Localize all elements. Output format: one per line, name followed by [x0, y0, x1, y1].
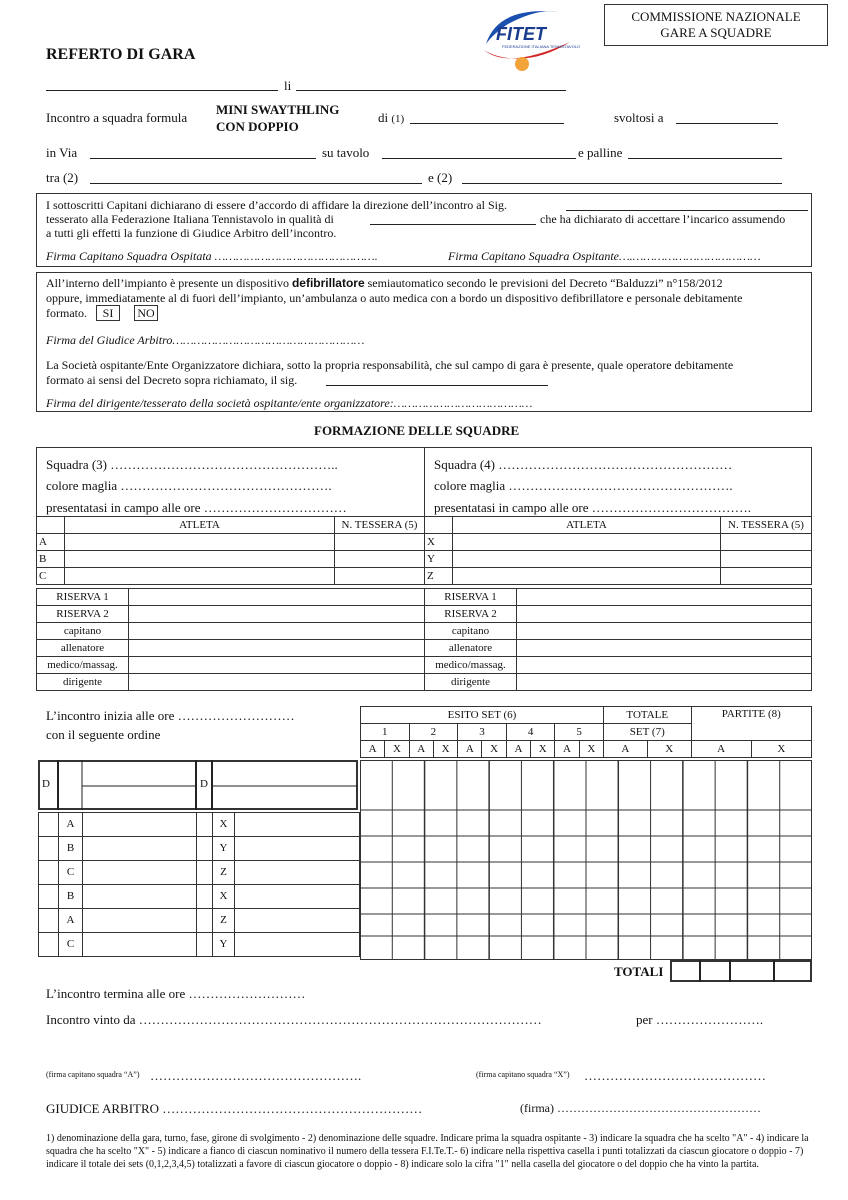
palline-field[interactable] — [628, 158, 782, 159]
role-label: dirigente — [37, 674, 129, 691]
col-a: A — [603, 741, 647, 758]
totali-label: TOTALI — [614, 964, 664, 979]
di-label: di (1) — [378, 110, 405, 125]
set-number: 1 — [361, 724, 410, 741]
set-number: 3 — [458, 724, 507, 741]
di-field[interactable] — [410, 123, 564, 124]
role-label: medico/massag. — [425, 657, 517, 674]
order-left: C — [59, 861, 83, 885]
in-via-label: in Via — [46, 145, 78, 160]
li-label: li — [284, 78, 292, 93]
right-squadra: Squadra (4) ……………………………………………… — [434, 457, 733, 472]
table-row[interactable] — [39, 837, 360, 861]
col-x: X — [647, 741, 691, 758]
date-field[interactable] — [296, 90, 566, 91]
player-letter: A — [37, 534, 65, 551]
e-palline-label: e palline — [578, 145, 623, 160]
order-right: Z — [213, 861, 235, 885]
via-field[interactable] — [90, 158, 316, 159]
left-roles-table — [36, 588, 425, 691]
table-row[interactable] — [37, 606, 425, 623]
col-tessera: N. TESSERA (5) — [721, 517, 812, 534]
captains-line3: a tutti gli effetti la funzione di Giudice Arbitro dell’incontro. — [46, 226, 337, 240]
order-left: B — [59, 885, 83, 909]
role-label: RISERVA 1 — [37, 589, 129, 606]
formazione-divider — [424, 447, 425, 517]
player-letter: B — [37, 551, 65, 568]
left-presentatasi: presentatasi in campo alle ore …………………………… — [46, 500, 347, 515]
defib-line5: formato ai sensi del Decreto sopra richiamato, il sig. — [46, 373, 298, 387]
col-a: A — [409, 741, 433, 758]
col-atleta: ATLETA — [453, 517, 721, 534]
col-x: X — [385, 741, 409, 758]
order-left: C — [59, 933, 83, 957]
commission-line2: GARE A SQUADRE — [660, 25, 772, 40]
col-a: A — [691, 741, 751, 758]
role-label: RISERVA 2 — [37, 606, 129, 623]
order-right: Z — [213, 909, 235, 933]
doppio-d-right: D — [200, 778, 208, 790]
formula-line1: MINI SWAYTHLING — [216, 102, 340, 117]
place-field[interactable] — [46, 90, 278, 91]
col-x: X — [579, 741, 603, 758]
totali-lines — [670, 960, 812, 982]
captains-line2a: tesserato alla Federazione Italiana Tennistavolo in qualità di — [46, 212, 334, 226]
order-left: B — [59, 837, 83, 861]
table-row[interactable] — [37, 551, 425, 568]
score-grid-lines — [360, 760, 812, 960]
firma-giudice: Firma del Giudice Arbitro……………………………………………… — [46, 333, 365, 347]
footnotes: 1) denominazione della gara, turno, fase, girone di svolgimento - 2) denominazione delle squadre. Indicare prima la squadra ospitante - 3) indicare la squadra che ha scelto "A" - 4) indicare la squadra che ha scelto "X" - 5) indicare a fianco di ciascun nominativo il numero della tessera F.I.Te.T.- 6) indicare nella rispettiva casella i punti totalizzati da ciascun giocatore o doppio - 7) indicare il totale dei sets (0,1,2,3,4,5) totalizzati a favore di ciascun giocatore o doppio - 8) indicare solo la cifra "1" nella casella del giocatore o del doppio che ha vinto la partita. — [46, 1133, 809, 1170]
table-row[interactable] — [37, 623, 425, 640]
vinto-label: Incontro vinto da ………………………………………………………………………………… — [46, 1012, 542, 1027]
firma-a-label: (firma capitano squadra “A”) — [46, 1070, 140, 1079]
commission-line1: COMMISSIONE NAZIONALE — [631, 9, 801, 24]
su-tavolo-label: su tavolo — [322, 145, 370, 160]
si-checkbox[interactable]: SI — [96, 305, 120, 321]
col-x: X — [531, 741, 555, 758]
firma-dirigente: Firma del dirigente/tesserato della società ospitante/ente organizzatore:………………………………… — [46, 396, 533, 410]
player-letter: Y — [425, 551, 453, 568]
tra-label: tra (2) — [46, 170, 79, 185]
firma-x-dots[interactable]: …………………………………… — [584, 1068, 766, 1083]
table-row[interactable] — [37, 568, 425, 585]
col-x: X — [433, 741, 457, 758]
svoltosi-field[interactable] — [676, 123, 778, 124]
formazione-title: FORMAZIONE DELLE SQUADRE — [314, 423, 520, 438]
e2-label: e (2) — [428, 170, 453, 185]
giudice-firma[interactable]: (firma) …………………………………………… — [520, 1101, 761, 1115]
table-row[interactable] — [39, 861, 360, 885]
tavolo-field[interactable] — [382, 158, 576, 159]
incontro-label: Incontro a squadra formula — [46, 110, 188, 125]
table-row[interactable] — [425, 674, 812, 691]
qualita-field[interactable] — [370, 224, 536, 225]
col-atleta: ATLETA — [65, 517, 335, 534]
totale-header: TOTALE — [603, 707, 691, 724]
left-squadra: Squadra (3) …………………………………………….. — [46, 457, 338, 472]
right-colore: colore maglia ……………………………………………. — [434, 478, 733, 493]
set7-header: SET (7) — [603, 724, 691, 741]
order-right: Y — [213, 837, 235, 861]
table-row[interactable] — [37, 657, 425, 674]
score-header — [360, 706, 812, 758]
defib-line1: All’interno dell’impianto è presente un dispositivo defibrillatore semiautomatico secondo le previsioni del Decreto “Balduzzi” n°158/2012 — [46, 276, 723, 290]
firma-ospitata: Firma Capitano Squadra Ospitata ………………………………………. — [46, 249, 378, 263]
set-number: 2 — [409, 724, 458, 741]
col-a: A — [506, 741, 530, 758]
firma-a-dots[interactable]: …………………………………………. — [150, 1068, 362, 1083]
table-row[interactable] — [425, 568, 812, 585]
role-label: capitano — [425, 623, 517, 640]
col-tessera: N. TESSERA (5) — [335, 517, 425, 534]
firma-x-label: (firma capitano squadra “X”) — [476, 1070, 570, 1079]
esito-set-header: ESITO SET (6) — [361, 707, 604, 724]
right-roles-table — [424, 588, 812, 691]
role-label: allenatore — [425, 640, 517, 657]
role-label: medico/massag. — [37, 657, 129, 674]
col-a: A — [458, 741, 482, 758]
order-table — [38, 812, 360, 957]
col-x: X — [751, 741, 811, 758]
order-right: Y — [213, 933, 235, 957]
left-colore: colore maglia …………………………………………. — [46, 478, 332, 493]
captains-line2b: che ha dichiarato di accettare l’incarico assumendo — [540, 212, 786, 226]
logo-text: FITET — [496, 24, 546, 44]
player-letter: X — [425, 534, 453, 551]
defib-line4: La Società ospitante/Ente Organizzatore dichiara, sotto la propria responsabilità, che sul campo di gara è presente, quale operatore debitamente — [46, 358, 734, 372]
col-a: A — [555, 741, 579, 758]
defib-line2: oppure, immediatamente al di fuori dell’impianto, un’ambulanza o auto medica con a bordo un dispositivo defibrillatore e personale debitamente — [46, 291, 743, 305]
defib-line3: formato. — [46, 306, 87, 320]
table-row[interactable] — [37, 534, 425, 551]
operatore-field[interactable] — [326, 385, 548, 386]
team1-field[interactable] — [90, 183, 422, 184]
table-row[interactable] — [39, 813, 360, 837]
table-row[interactable] — [425, 589, 812, 606]
captains-line1: I sottoscritti Capitani dichiarano di essere d’accordo di affidare la direzione dell’incontro al Sig. — [46, 198, 507, 212]
role-label: dirigente — [425, 674, 517, 691]
order-left: A — [59, 813, 83, 837]
role-label: allenatore — [37, 640, 129, 657]
order-right: X — [213, 813, 235, 837]
table-row[interactable] — [37, 674, 425, 691]
table-row[interactable] — [37, 640, 425, 657]
player-letter: Z — [425, 568, 453, 585]
table-row[interactable] — [425, 657, 812, 674]
doppio-d-left: D — [42, 778, 50, 790]
table-row[interactable] — [39, 909, 360, 933]
left-players-table — [36, 516, 425, 585]
ordine-label: con il seguente ordine — [46, 727, 161, 742]
doppio-lines — [38, 760, 360, 812]
set-number: 5 — [555, 724, 604, 741]
table-row[interactable] — [425, 623, 812, 640]
table-row[interactable] — [37, 589, 425, 606]
player-letter: C — [37, 568, 65, 585]
set-number: 4 — [506, 724, 555, 741]
team2-field[interactable] — [462, 183, 782, 184]
table-row[interactable] — [425, 640, 812, 657]
order-left: A — [59, 909, 83, 933]
table-row[interactable] — [39, 885, 360, 909]
arbitro-name-field[interactable] — [566, 210, 808, 211]
svoltosi-label: svoltosi a — [614, 110, 664, 125]
fitet-logo — [478, 4, 581, 72]
table-row[interactable] — [39, 933, 360, 957]
table-row[interactable] — [425, 606, 812, 623]
order-right: X — [213, 885, 235, 909]
logo-subtext: FEDERAZIONE ITALIANA TENNISTAVOLO — [502, 44, 581, 49]
page-title: REFERTO DI GARA — [46, 46, 196, 63]
col-a: A — [361, 741, 385, 758]
formula-line2: CON DOPPIO — [216, 119, 299, 134]
role-label: RISERVA 2 — [425, 606, 517, 623]
commission-box — [604, 4, 828, 46]
table-row[interactable] — [425, 551, 812, 568]
table-row[interactable] — [425, 534, 812, 551]
role-label: capitano — [37, 623, 129, 640]
right-players-table — [424, 516, 812, 585]
giudice-label: GIUDICE ARBITRO …………………………………………………… — [46, 1101, 423, 1116]
no-checkbox[interactable]: NO — [134, 305, 158, 321]
partite-header: PARTITE (8) — [691, 707, 811, 741]
firma-ospitante: Firma Capitano Squadra Ospitante….……………………………… — [448, 249, 761, 263]
right-presentatasi: presentatasi in campo alle ore ………………………………. — [434, 500, 751, 515]
col-x: X — [482, 741, 506, 758]
termina-label: L’incontro termina alle ore ……………………… — [46, 986, 306, 1001]
per-label: per ……………………. — [636, 1012, 764, 1027]
inizia-label: L’incontro inizia alle ore ……………………… — [46, 708, 295, 723]
role-label: RISERVA 1 — [425, 589, 517, 606]
